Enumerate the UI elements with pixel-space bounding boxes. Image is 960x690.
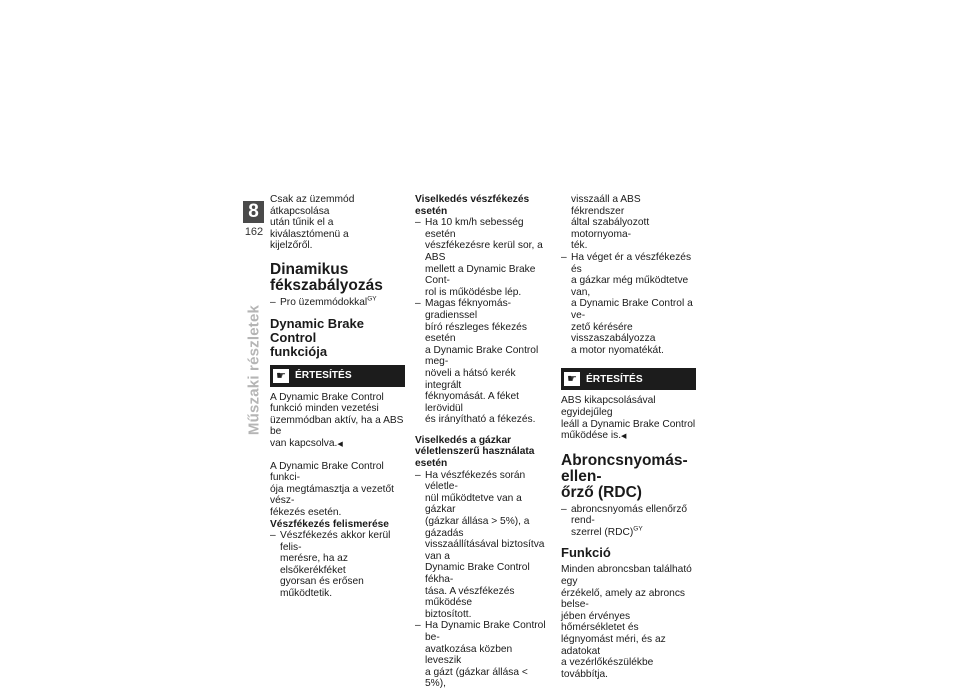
- function-text: Minden abroncsban található egy érzékelő, amely az abroncs belse- jében érvényes hőmérsékletet és légnyomást méri, és az adatokat a vezérlőkészülékbe továbbítja.: [561, 564, 692, 680]
- list-item: – Magas féknyomás-gradienssel bíró részleges fékezés esetén a Dynamic Brake Control meg- növeli a hátsó kerék integrált féknyomását. A féket lerövidül és irányítható a fékezés.: [415, 298, 550, 426]
- behavior-list-continued: [561, 252, 696, 356]
- pointing-hand-icon: ☛: [273, 369, 289, 383]
- list-item: – Ha 10 km/h sebesség esetén vészfékezésre kerül sor, a ABS mellett a Dynamic Brake Cont- rol is működésbe lép.: [415, 217, 550, 298]
- heading-rdc: Abroncsnyomás-ellen- őrző (RDC): [561, 451, 688, 501]
- column-1: [270, 194, 405, 600]
- column-3: [561, 194, 696, 680]
- heading-emergency-detection: Vészfékezés felismerése: [270, 518, 389, 530]
- notice-label: ÉRTESÍTÉS: [586, 373, 643, 385]
- list-item: – Ha Dynamic Brake Control be- avatkozása közben leveszik a gázt (gázkar állása < 5%),: [415, 620, 550, 690]
- notice-bar: [561, 368, 696, 390]
- continued-text: visszaáll a ABS fékrendszer által szabályozott motornyoma- ték.: [571, 194, 650, 252]
- rdc-requirement-list: [561, 504, 696, 539]
- intro-paragraph: Csak az üzemmód átkapcsolása után tűnik el a kiválasztómenü a kijelzőről.: [270, 194, 355, 252]
- page-number: 162: [244, 226, 264, 238]
- end-mark-icon: ◀: [337, 440, 343, 448]
- behavior-list: [415, 217, 550, 426]
- heading-throttle-behavior: Viselkedés a gázkar véletlenszerű használata esetén: [415, 434, 535, 470]
- chapter-number-badge: 8: [243, 201, 264, 223]
- detection-list: [270, 530, 405, 600]
- pointing-hand-icon: ☛: [564, 372, 580, 386]
- heading-dynamic-braking: Dinamikus fékszabályozás: [270, 260, 383, 294]
- notice-label: ÉRTESÍTÉS: [295, 369, 352, 381]
- list-item: – abroncsnyomás ellenőrző rend- szerrel (RDC)$^{GY}$: [561, 504, 696, 539]
- column-2: [415, 194, 550, 690]
- heading-dbc-function: Dynamic Brake Control funkciója: [270, 315, 364, 359]
- throttle-list: [415, 470, 550, 690]
- requirement-item: – Pro üzemmódokkal$^{GY}$: [270, 297, 405, 309]
- dbc-paragraph: A Dynamic Brake Control funkci- ója megtámasztja a vezetőt vész- fékezés esetén.: [270, 460, 395, 518]
- list-item: – Vészfékezés akkor kerül felis- merésre, ha az elsőkerékféket gyorsan és erősen működtetik.: [270, 530, 405, 600]
- heading-function: Funkció: [561, 545, 611, 561]
- chapter-side-title-text: Műszaki részletek: [245, 304, 263, 436]
- list-item: – Ha véget ér a vészfékezés és a gázkar még működtetve van, a Dynamic Brake Control a ve- zető kérésére visszaszabályozza a motor nyomatékát.: [561, 252, 696, 356]
- end-mark-icon: ◀: [621, 433, 627, 441]
- notice-text: A Dynamic Brake Control funkció minden vezetési üzemmódban aktív, ha a ABS be van kapcsolva.◀: [270, 391, 404, 449]
- notice-text: ABS kikapcsolásával egyidejűleg leáll a Dynamic Brake Control működése is.◀: [561, 395, 696, 442]
- requirement-list: [270, 297, 405, 309]
- notice-bar: [270, 365, 405, 387]
- list-item: – Ha vészfékezés során véletle- nül működtetve van a gázkar (gázkar állása > 5%), a gázadás visszaállításával biztosítva van a Dynamic Brake Control fékha- tása. A vészfékezés működése biztosított.: [415, 470, 550, 621]
- heading-emergency-behavior: Viselkedés vészfékezés esetén: [415, 194, 530, 217]
